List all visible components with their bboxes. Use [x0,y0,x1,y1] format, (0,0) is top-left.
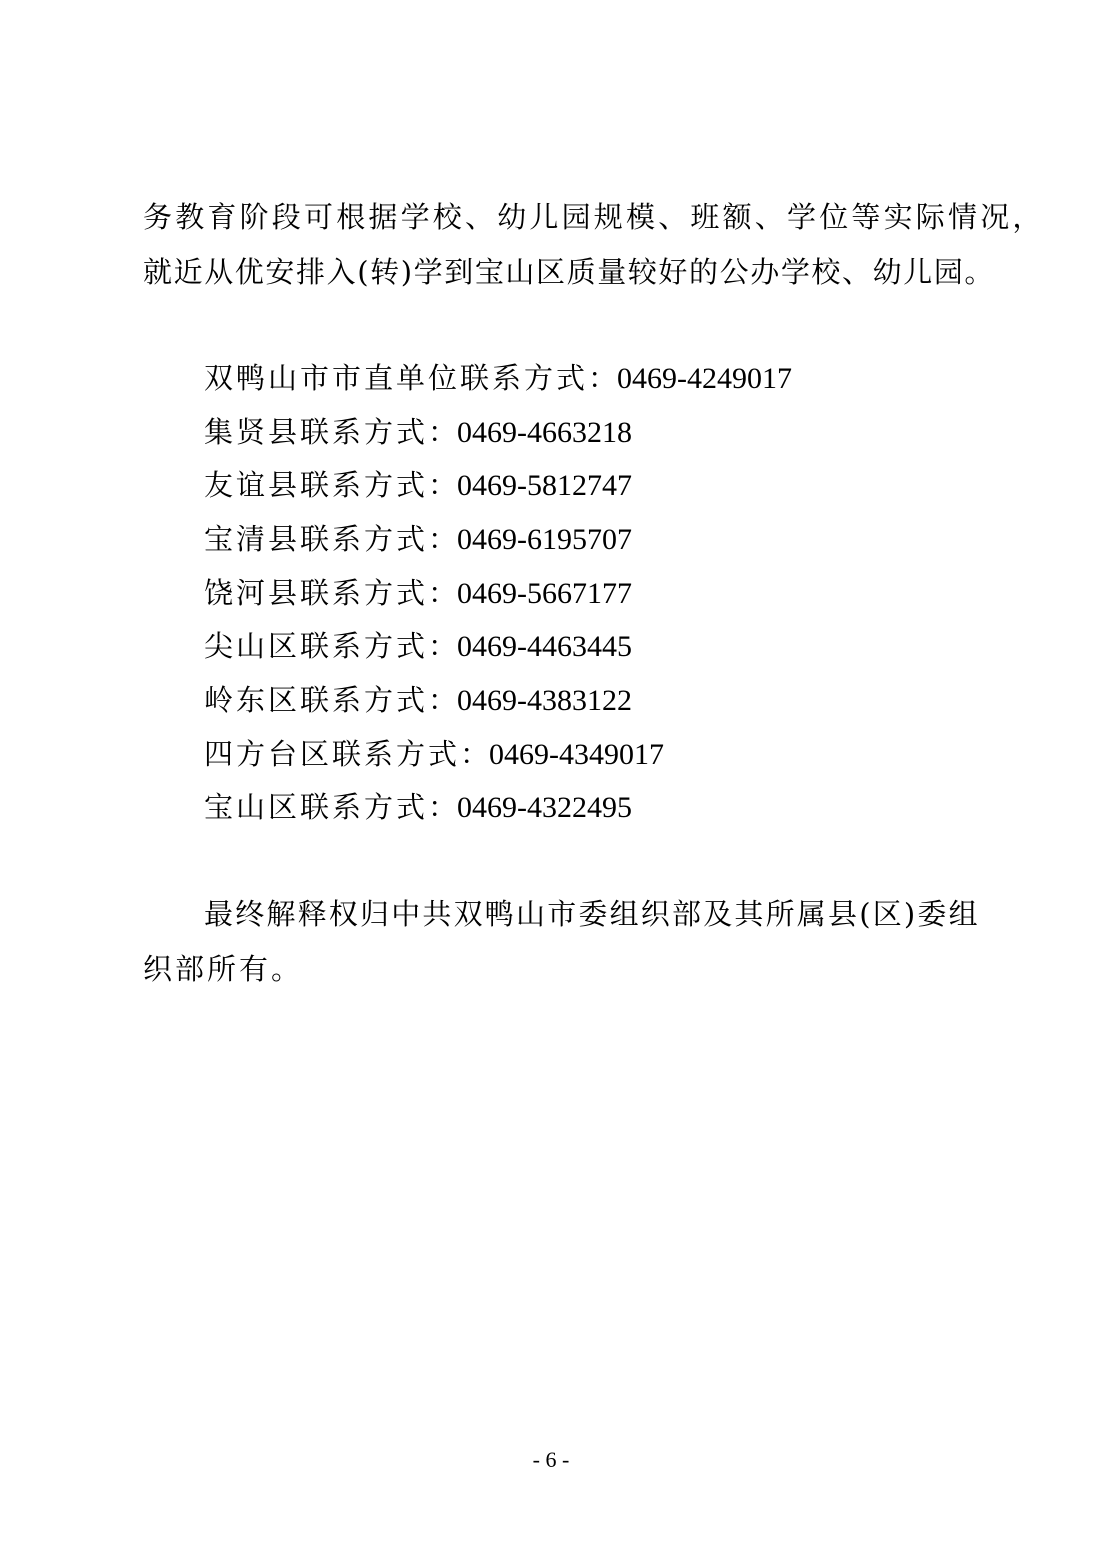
contact-line [204,521,632,558]
contact-label: 饶河县联系方式 [204,576,429,610]
contact-separator: ： [428,522,458,556]
contact-line [204,682,632,719]
contact-phone: 0469-4249017 [617,362,793,395]
contact-label: 四方台区联系方式 [204,737,461,771]
contact-line [204,467,632,504]
paragraph-line: 织部所有。 [143,952,304,986]
paragraph-line: 务教育阶段可根据学校、幼儿园规模、班额、学位等实际情况， [143,200,1045,234]
contact-phone: 0469-4322495 [457,791,633,824]
contact-line [204,414,632,451]
contact-separator: ： [460,737,490,771]
contact-label: 岭东区联系方式 [204,683,429,717]
contact-label: 双鸭山市市直单位联系方式 [204,361,589,395]
contact-phone: 0469-5812747 [457,469,633,502]
paragraph-line: 最终解释权归中共双鸭山市委组织部及其所属县(区)委组 [204,897,980,931]
contact-label: 集贤县联系方式 [204,415,429,449]
contact-separator: ： [428,576,458,610]
contact-separator: ： [428,683,458,717]
contact-separator: ： [428,790,458,824]
contact-label: 宝山区联系方式 [204,790,429,824]
contact-phone: 0469-4663218 [457,416,633,449]
contact-line [204,789,632,826]
contact-phone: 0469-6195707 [457,523,633,556]
contact-phone: 0469-5667177 [457,577,633,610]
paragraph-line: 就近从优安排入(转)学到宝山区质量较好的公办学校、幼儿园。 [143,255,996,289]
contact-label: 友谊县联系方式 [204,468,429,502]
contact-label: 尖山区联系方式 [204,629,429,663]
contact-phone: 0469-4463445 [457,630,633,663]
contact-line [204,575,632,612]
page-number: - 6 - [532,1447,570,1472]
contact-separator: ： [588,361,618,395]
contact-separator: ： [428,629,458,663]
contact-phone: 0469-4349017 [489,738,665,771]
contact-separator: ： [428,415,458,449]
contact-phone: 0469-4383122 [457,684,633,717]
contact-label: 宝清县联系方式 [204,522,429,556]
contact-separator: ： [428,468,458,502]
contact-line [204,360,792,397]
contact-line [204,628,632,665]
contact-line [204,736,664,773]
